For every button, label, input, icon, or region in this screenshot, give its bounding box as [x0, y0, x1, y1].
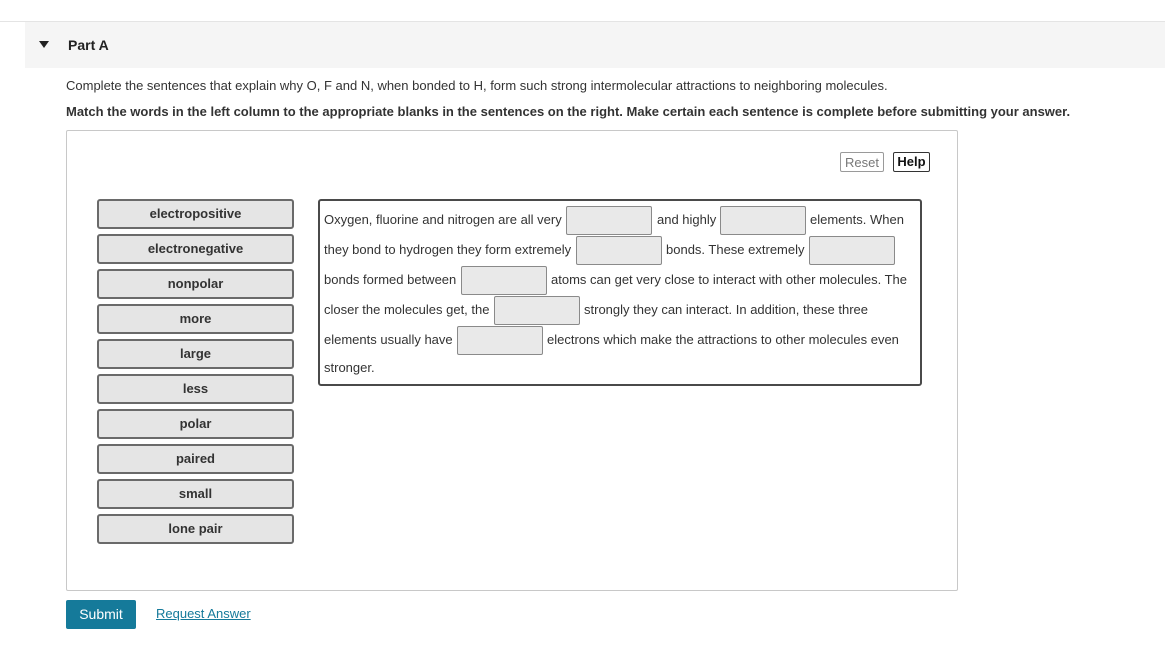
word-tile[interactable]: lone pair: [97, 514, 294, 544]
sentence-box: [318, 199, 922, 386]
word-tile[interactable]: electronegative: [97, 234, 294, 264]
sentence-text: strongly they can interact. In addition, these three: [584, 302, 869, 317]
part-header[interactable]: [25, 22, 1165, 68]
sentence-text: bonds. These extremely: [666, 242, 805, 257]
request-answer-link[interactable]: Request Answer: [156, 606, 251, 621]
sentence-text: they bond to hydrogen they form extremely: [324, 242, 572, 257]
help-button[interactable]: Help: [893, 152, 930, 172]
instructions-match: Match the words in the left column to the appropriate blanks in the sentences on the right. Make certain each sentence is complete before submitting your answer.: [66, 104, 1071, 119]
sentence-text: electrons which make the attractions to other molecules even: [547, 332, 899, 347]
drop-blank-4[interactable]: [809, 236, 895, 265]
drop-blank-3[interactable]: [576, 236, 662, 265]
sentence-text: bonds formed between: [324, 272, 457, 287]
part-title: Part A: [68, 37, 109, 53]
sentence-text: closer the molecules get, the: [324, 302, 490, 317]
word-tile[interactable]: small: [97, 479, 294, 509]
word-tile[interactable]: less: [97, 374, 294, 404]
word-tile[interactable]: electropositive: [97, 199, 294, 229]
word-tile[interactable]: polar: [97, 409, 294, 439]
word-tile[interactable]: nonpolar: [97, 269, 294, 299]
drop-blank-6[interactable]: [494, 296, 580, 325]
drop-blank-2[interactable]: [720, 206, 806, 235]
sentence-text: and highly: [657, 212, 717, 227]
sentence-text: stronger.: [324, 360, 375, 375]
sentence-text: elements usually have: [324, 332, 453, 347]
drop-blank-5[interactable]: [461, 266, 547, 295]
drop-blank-7[interactable]: [457, 326, 543, 355]
word-tile[interactable]: paired: [97, 444, 294, 474]
drop-blank-1[interactable]: [566, 206, 652, 235]
instructions-intro: Complete the sentences that explain why O, F and N, when bonded to H, form such strong intermolecular attractions to neighboring molecules.: [66, 78, 888, 93]
caret-down-icon[interactable]: [39, 41, 49, 48]
sentence-text: atoms can get very close to interact with other molecules. The: [551, 272, 907, 287]
sentence-text: elements. When: [810, 212, 904, 227]
reset-button[interactable]: Reset: [840, 152, 884, 172]
sentence-text: Oxygen, fluorine and nitrogen are all very: [324, 212, 562, 227]
submit-button[interactable]: Submit: [66, 600, 136, 629]
word-tile[interactable]: more: [97, 304, 294, 334]
word-tile[interactable]: large: [97, 339, 294, 369]
